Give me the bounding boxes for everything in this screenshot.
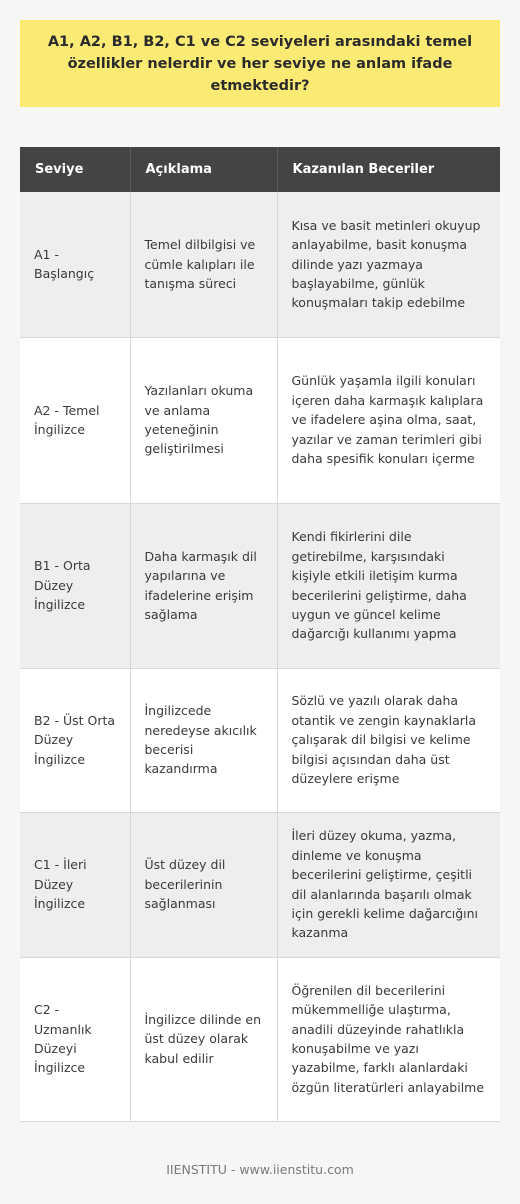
footer-credit: IIENSTITU - www.iienstitu.com xyxy=(166,1162,354,1177)
table-row xyxy=(20,337,500,503)
table-row xyxy=(20,192,500,337)
table-row xyxy=(20,503,500,668)
skills-cell: Kısa ve basit metinleri okuyup anlayabilme, basit konuşma dilinde yazı yazmaya başlayabilme, günlük konuşmaları takip edebilme xyxy=(277,192,500,337)
skills-cell: Günlük yaşamla ilgili konuları içeren daha karmaşık kalıplara ve ifadelere aşina olma, saat, yazılar ve zaman terimleri gibi daha spesifik konuları içerme xyxy=(277,337,500,503)
table-header-row xyxy=(20,147,500,192)
description-cell: Temel dilbilgisi ve cümle kalıpları ile tanışma süreci xyxy=(130,192,277,337)
level-cell: B2 - Üst Orta Düzey İngilizce xyxy=(20,668,130,812)
header-description: Açıklama xyxy=(130,147,277,192)
table-row xyxy=(20,957,500,1121)
skills-cell: Kendi fikirlerini dile getirebilme, karşısındaki kişiyle etkili iletişim kurma becerilerini geliştirme, daha uygun ve güncel kelime dağarcığı kullanımı yapma xyxy=(277,503,500,668)
title-banner xyxy=(20,20,500,107)
skills-cell: İleri düzey okuma, yazma, dinleme ve konuşma becerilerini geliştirme, çeşitli dil alanlarında başarılı olmak için gerekli kelime dağarcığını kazanma xyxy=(277,812,500,957)
skills-cell: Sözlü ve yazılı olarak daha otantik ve zengin kaynaklarla çalışarak dil bilgisi ve kelime bilgisi açısından daha üst düzeylere erişme xyxy=(277,668,500,812)
level-cell: C2 - Uzmanlık Düzeyi İngilizce xyxy=(20,957,130,1121)
description-cell: İngilizcede neredeyse akıcılık becerisi kazandırma xyxy=(130,668,277,812)
description-cell: Üst düzey dil becerilerinin sağlanması xyxy=(130,812,277,957)
level-cell: A2 - Temel İngilizce xyxy=(20,337,130,503)
header-level: Seviye xyxy=(20,147,130,192)
table-row xyxy=(20,812,500,957)
level-cell: B1 - Orta Düzey İngilizce xyxy=(20,503,130,668)
skills-cell: Öğrenilen dil becerilerini mükemmelliğe ulaştırma, anadili düzeyinde rahatlıkla konuşabilme ve yazı yazabilme, farklı alanlardaki özgün literatürleri anlayabilme xyxy=(277,957,500,1121)
level-cell: C1 - İleri Düzey İngilizce xyxy=(20,812,130,957)
level-cell: A1 - Başlangıç xyxy=(20,192,130,337)
page-title: A1, A2, B1, B2, C1 ve C2 seviyeleri arasındaki temel özellikler nelerdir ve her seviye ne anlam ifade etmektedir? xyxy=(47,33,473,94)
description-cell: İngilizce dilinde en üst düzey olarak kabul edilir xyxy=(130,957,277,1121)
levels-table xyxy=(20,147,500,1122)
description-cell: Yazılanları okuma ve anlama yeteneğinin geliştirilmesi xyxy=(130,337,277,503)
table-row xyxy=(20,668,500,812)
header-skills: Kazanılan Beceriler xyxy=(277,147,500,192)
description-cell: Daha karmaşık dil yapılarına ve ifadelerine erişim sağlama xyxy=(130,503,277,668)
